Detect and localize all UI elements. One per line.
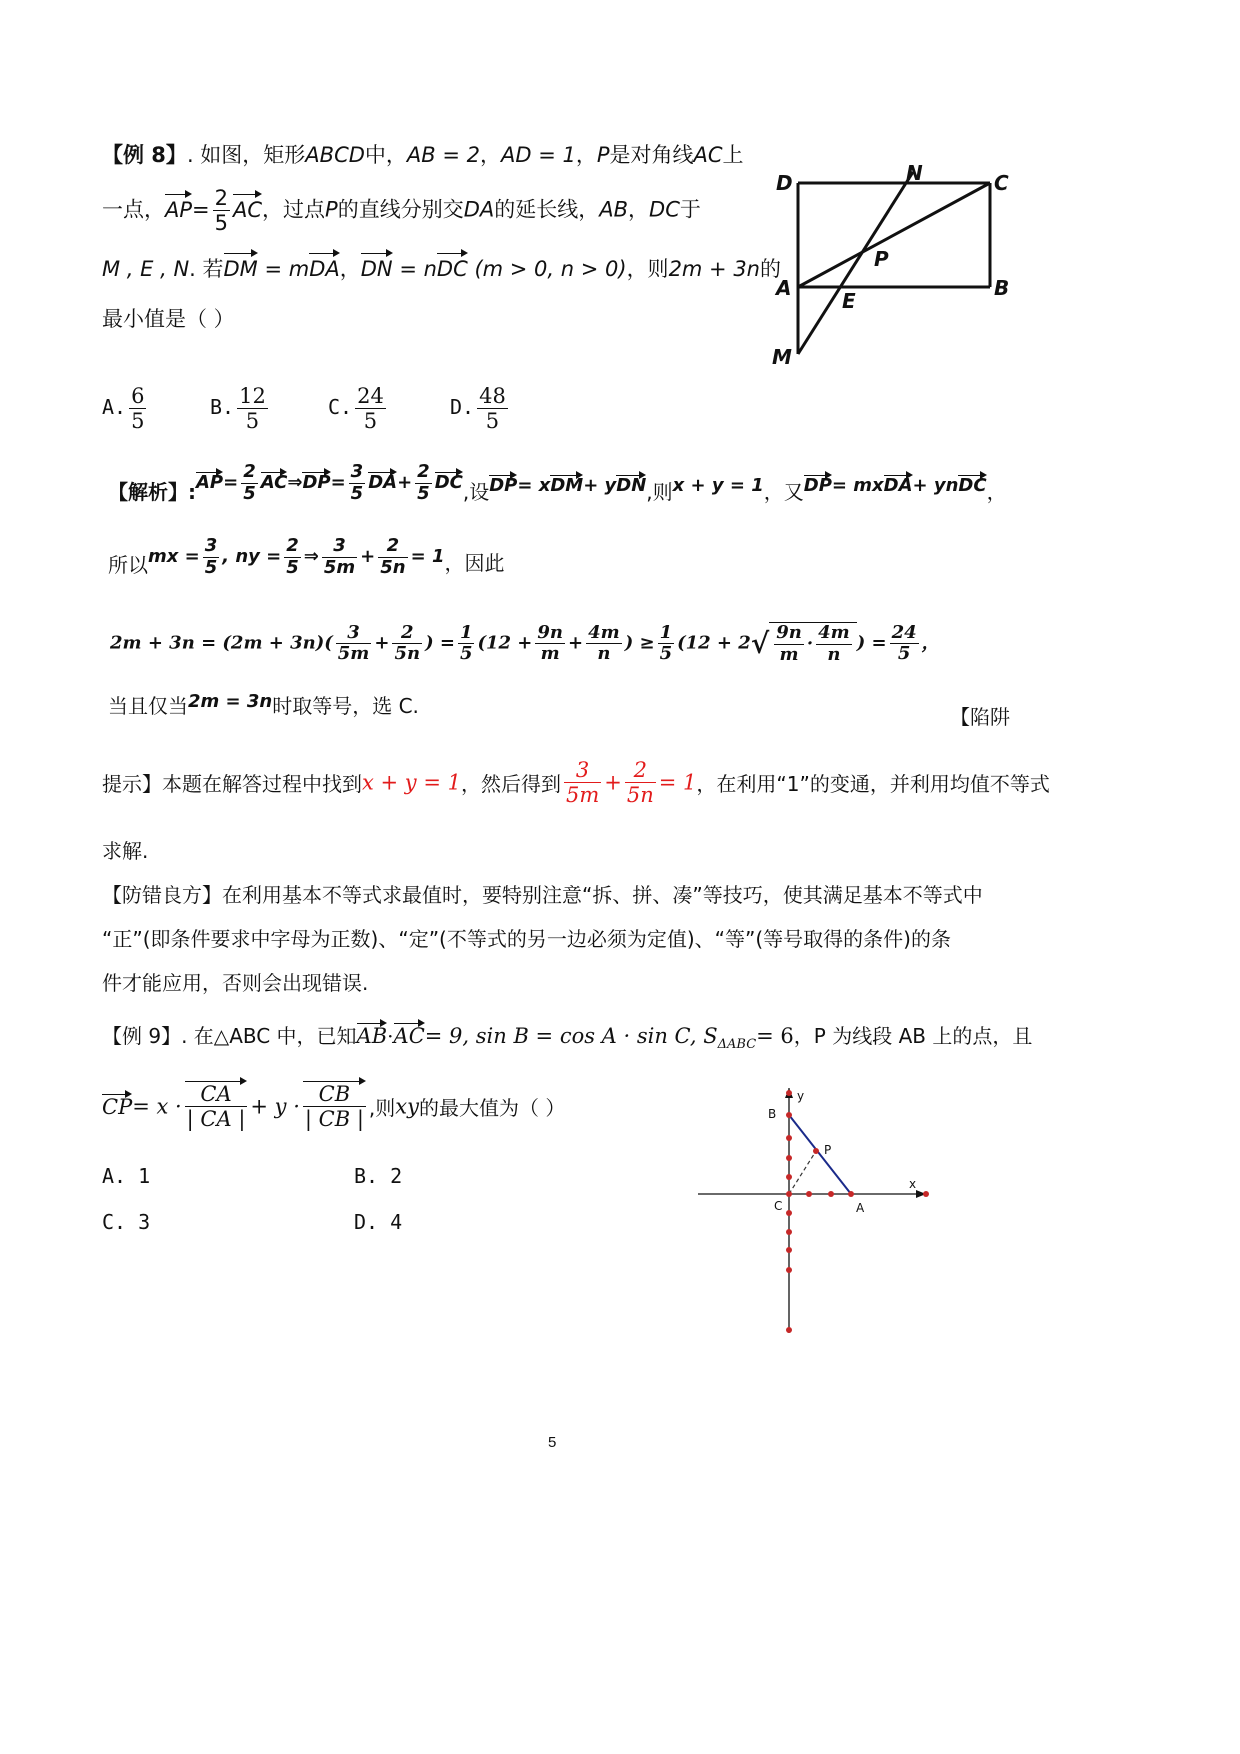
num: 4m (818, 622, 850, 643)
vec-dc: DC (437, 254, 468, 284)
num: 1 (659, 621, 673, 643)
ex9-sub: ΔABC (717, 1037, 757, 1052)
den: 5 (350, 482, 364, 504)
den: 5n (626, 783, 654, 808)
ex9-choice-b: B. 2 (354, 1164, 403, 1188)
ex8-line3 (102, 254, 781, 284)
vec: DP (489, 475, 518, 496)
den: | CA | (186, 1107, 246, 1132)
comma: ， (339, 257, 361, 281)
text: 提示】本题在解答过程中找到 (102, 772, 362, 797)
eq-m: = m (257, 257, 310, 281)
label-y: y (797, 1089, 805, 1103)
choice-letter: B. (210, 395, 235, 420)
num: 1 (459, 621, 473, 643)
point-p: P (325, 197, 338, 222)
formula-mx-ny (148, 536, 444, 578)
op: + y (583, 475, 617, 496)
den: 5n (394, 643, 421, 665)
den: 5 (459, 643, 473, 665)
vec-dn: DN (361, 254, 393, 284)
op: ⇒ (287, 472, 303, 494)
ex9-text: 的最大值为（ ） (419, 1096, 566, 1121)
expr: (12 + (477, 632, 533, 654)
choice-frac (477, 384, 508, 433)
ex9-text: . 在△ABC 中，已知 (181, 1024, 357, 1048)
expr: (12 + 2 (677, 632, 751, 654)
choice-frac (237, 384, 268, 433)
text: 所以 (108, 553, 148, 578)
vec: AC (260, 472, 288, 494)
num: 24 (891, 621, 917, 643)
ex9-line2 (102, 1082, 565, 1131)
den: n (597, 643, 611, 665)
num: 12 (239, 384, 266, 408)
num: 9n (776, 622, 802, 643)
point-p: P (596, 143, 610, 167)
sqrt-content (769, 622, 856, 665)
den: 5 (214, 211, 229, 236)
expr: mx = (148, 546, 200, 568)
den: m (540, 643, 560, 665)
ex9-text: ，P 为线段 AB 上的点，且 (793, 1024, 1033, 1048)
vec-cp: CP (102, 1094, 133, 1119)
den: 5m (565, 783, 600, 808)
ex8-text: 一点， (102, 197, 165, 222)
op: + (568, 632, 584, 654)
triangle-figure (690, 1078, 950, 1343)
ex8-text: ，则 (626, 257, 669, 281)
op: ⇒ (303, 546, 319, 568)
comma: ， (575, 143, 597, 167)
condition: (m > 0, n > 0) (467, 257, 627, 281)
hint-formula-xy: x + y = 1 (362, 770, 461, 795)
text: ,则 (646, 480, 673, 504)
seg-dc: DC (649, 197, 680, 222)
seg-ab: AB (599, 197, 629, 222)
text: 当且仅当 (108, 694, 188, 718)
vec-ac: AC (233, 195, 262, 225)
num: CB (303, 1082, 366, 1107)
den: 5 (243, 482, 256, 504)
ex8-line4: 最小值是（ ） (102, 307, 235, 331)
den: | CB | (304, 1107, 364, 1132)
ex9-choice-a: A. 1 (102, 1164, 151, 1188)
hint-line (102, 758, 1050, 807)
label-d: D (776, 171, 793, 195)
ad-eq: AD = 1 (501, 143, 576, 167)
ex8-text: 中， (364, 143, 407, 167)
num: 2 (378, 536, 407, 558)
expr: = 1 (658, 770, 697, 795)
label-p: P (824, 1143, 832, 1157)
num: CA (185, 1082, 248, 1107)
ex8-choice-b (210, 384, 271, 433)
ex8-text: 的延长线， (494, 197, 600, 222)
label-a: A (856, 1201, 865, 1215)
den: 5n (380, 556, 406, 578)
den: 5 (131, 409, 145, 434)
text: ,设 (462, 480, 490, 504)
expr: ) = (856, 632, 887, 654)
op: + (360, 546, 376, 568)
vec: DA (368, 472, 398, 494)
ex8-choice-a (102, 384, 149, 433)
text: ，然后得到 (460, 772, 561, 797)
num: 9n (537, 621, 564, 643)
den: 5 (485, 409, 500, 434)
choice-letter: C. (328, 395, 353, 420)
target-expr: 2m + 3n (668, 257, 760, 281)
vec: DN (616, 475, 647, 496)
rectangle-figure (760, 150, 1050, 375)
op: + (604, 770, 622, 795)
vec: DC (434, 472, 463, 494)
sol8-line3 (110, 622, 940, 665)
ex8-label: 【例 8】 (102, 143, 187, 167)
num: 3 (322, 536, 357, 558)
ex8-text: 的直线分别交 (337, 197, 464, 222)
num: 3 (336, 623, 372, 645)
text: 时取等号，选 C. (272, 694, 419, 718)
num: 3 (564, 758, 601, 783)
eq-n: = n (392, 257, 437, 281)
label-x: x (909, 1177, 917, 1191)
sqrt-sign: √ (750, 627, 770, 661)
num: 24 (357, 384, 384, 408)
label-c: C (994, 171, 1009, 195)
expr: ， (921, 632, 940, 654)
choice-frac (355, 384, 386, 433)
seg-da: DA (463, 197, 495, 222)
op: + (397, 472, 413, 494)
ex9-line1 (102, 1020, 1032, 1052)
expr: = 1 (410, 546, 445, 568)
num: 2 (286, 535, 299, 556)
points-men: M , E , N (102, 257, 190, 281)
expr: , ny = (222, 546, 282, 568)
solution-label: 【解析】: (108, 480, 196, 504)
ex8-line2 (102, 186, 701, 235)
sol8-line2 (108, 536, 504, 578)
op: = mx (831, 475, 884, 496)
expr: ) = (425, 632, 455, 654)
num: 48 (479, 384, 506, 408)
formula-ap-dp (196, 462, 463, 504)
label-c: C (774, 1199, 783, 1213)
segment-ab (789, 1115, 851, 1194)
op: + yn (912, 475, 959, 496)
label-a: A (776, 276, 792, 300)
line-mn (798, 172, 913, 354)
formula-2m-3n: 2m = 3n (188, 691, 273, 712)
vec: AP (196, 472, 224, 494)
formula-dp-mx (804, 476, 987, 496)
fangcuo-line1: 【防错良方】在利用基本不等式求最值时，要特别注意“拆、拼、凑”等技巧，使其满足基本不等式中 (102, 883, 983, 907)
ex8-choice-d (450, 384, 511, 433)
vec: DP (803, 475, 832, 496)
choice-frac (129, 384, 146, 433)
vec-da: DA (309, 254, 340, 284)
num: 2 (417, 461, 430, 482)
op: = x (517, 475, 551, 496)
den: 5 (204, 556, 218, 578)
text: ，又 (763, 480, 804, 504)
num: 4m (588, 621, 620, 643)
fangcuo-line2: “正”(即条件要求中字母为正数)、“定”(不等式的另一边必须为定值)、“等”(等号取得的条件)的条 (102, 927, 951, 951)
num: 3 (350, 461, 364, 482)
den: 5m (337, 643, 370, 665)
label-b: B (994, 276, 1010, 300)
text: ， (986, 480, 1007, 504)
ex9-text: ,则 (368, 1096, 396, 1121)
ex9-area: = 6 (756, 1024, 794, 1048)
vec-ap: AP (165, 195, 192, 225)
num: 2 (392, 623, 422, 645)
op: · (806, 633, 814, 655)
expr: ) ≥ (624, 632, 655, 654)
expr: 2m + 3n = (2m + 3n)( (110, 632, 333, 654)
xy: xy (395, 1094, 419, 1119)
ex9-label: 【例 9】 (102, 1024, 182, 1048)
op: · (387, 1024, 394, 1048)
page-number: 5 (548, 1434, 557, 1451)
ex8-text: 上 (722, 143, 744, 167)
den: 5 (897, 643, 911, 665)
num: 6 (131, 384, 145, 408)
segment-cp (789, 1151, 816, 1194)
vec: DC (958, 475, 987, 496)
label-b: B (768, 1107, 777, 1121)
comma: ， (628, 197, 650, 222)
expr: + y · (250, 1094, 300, 1119)
label-n: N (906, 161, 923, 185)
den: 5 (417, 482, 430, 504)
ex8-text: ，过点 (262, 197, 326, 222)
vec-ac: AC (393, 1024, 425, 1048)
num: 2 (243, 461, 256, 482)
choice-letter: A. (102, 395, 127, 420)
vec: DP (302, 472, 331, 494)
ex8-text: 的 (760, 257, 781, 281)
ex8-text: . 如图，矩形 (186, 143, 306, 167)
vec: DM (550, 475, 584, 496)
diag-ac: AC (693, 143, 723, 167)
den: 5 (659, 643, 673, 665)
op: + (374, 632, 390, 654)
den: m (779, 643, 799, 665)
label-p: P (874, 247, 889, 271)
label-m: M (772, 345, 792, 369)
text: ，因此 (444, 551, 505, 576)
equals: = (192, 197, 210, 222)
hint-end: 求解. (102, 839, 149, 863)
hint-formula-frac (561, 758, 697, 808)
ex8-text: 是对角线 (609, 143, 694, 167)
diagonal-ac (798, 183, 990, 287)
vec-dm: DM (224, 254, 258, 284)
rect-name: ABCD (305, 143, 365, 167)
ab-eq: AB = 2 (406, 143, 480, 167)
formula-dp-xy (489, 476, 646, 496)
ex8-text: . 若 (189, 257, 224, 281)
den: 5m (323, 556, 356, 578)
ex8-choice-c (328, 384, 389, 433)
den: 5 (286, 556, 299, 578)
op: = (330, 472, 346, 494)
num: 3 (204, 535, 218, 556)
sol8-line1 (108, 456, 1007, 530)
den: 5 (245, 409, 260, 434)
num: 2 (214, 186, 229, 210)
vec: DA (883, 475, 913, 496)
label-e: E (842, 289, 856, 313)
choice-letter: D. (450, 395, 475, 420)
den: n (827, 643, 841, 665)
num: 2 (625, 758, 656, 783)
ex9-choice-d: D. 4 (354, 1210, 403, 1234)
frac-2-5 (213, 186, 230, 235)
ex8-line1 (102, 140, 744, 170)
ex8-text: 于 (679, 197, 701, 222)
comma: ， (480, 143, 501, 167)
vec-ab: AB (356, 1024, 388, 1048)
expr: = x · (132, 1094, 182, 1119)
formula-x-plus-y: x + y = 1 (672, 475, 764, 496)
op: = (223, 472, 239, 494)
sol8-line4 (108, 690, 419, 719)
ex9-condition: = 9, sin B = cos A · sin C, S (424, 1024, 718, 1048)
text: ，在利用“1”的变通，并利用均值不等式 (696, 772, 1050, 797)
fangcuo-line3: 件才能应用，否则会出现错误. (102, 971, 369, 995)
den: 5 (363, 409, 378, 434)
ex9-choice-c: C. 3 (102, 1210, 151, 1234)
trap-label: 【陷阱 (950, 705, 1010, 729)
